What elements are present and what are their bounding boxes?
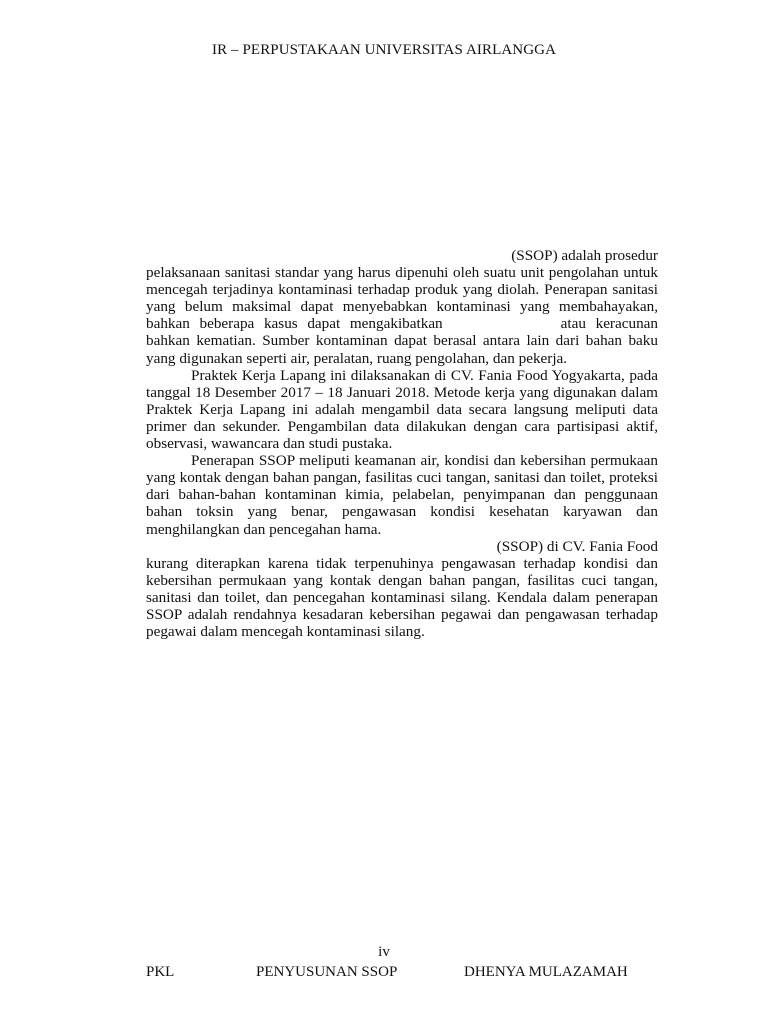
footer-left: PKL bbox=[146, 964, 175, 980]
paragraph-1-continued: atau keracunan bahkan kematian. Sumber kontaminan dapat berasal antara lain dari bahan baku yang digunakan seperti air, peralatan, ruang pengolahan, dan pekerja. bbox=[146, 315, 658, 367]
paragraph-4-first-line: (SSOP) di CV. Fania Food bbox=[496, 537, 658, 555]
paragraph-1 bbox=[146, 264, 658, 367]
paragraph-1-text: pelaksanaan sanitasi standar yang harus dipenuhi oleh suatu unit pengolahan untuk mencegah terjadinya kontaminasi terhadap produk yang diolah. Penerapan sanitasi yang belum maksimal dapat menyebabkan kontaminasi yang membahayakan, bahkan beberapa kasus dapat mengakibatkan bbox=[146, 264, 658, 333]
page-number: iv bbox=[378, 944, 390, 960]
footer-middle: PENYUSUNAN SSOP bbox=[256, 964, 398, 980]
paragraph-2: Praktek Kerja Lapang ini dilaksanakan di CV. Fania Food Yogyakarta, pada tanggal 18 Desember 2017 – 18 Januari 2018. Metode kerja yang digunakan dalam Praktek Kerja Lapang ini adalah mengambil data secara langsung meliputi data primer dan sekunder. Pengambilan data dilakukan dengan cara partisipasi aktif, observasi, wawancara dan studi pustaka. bbox=[146, 366, 658, 453]
paragraph-3: Penerapan SSOP meliputi keamanan air, kondisi dan kebersihan permukaan yang kontak dengan bahan pangan, fasilitas cuci tangan, sanitasi dan toilet, proteksi dari bahan-bahan kontaminan kimia, pelabelan, penyimpanan dan penggunaan bahan toksin yang benar, pengawasan kondisi kesehatan karyawan dan menghilangkan dan pencegahan hama. bbox=[146, 452, 658, 538]
footer-right: DHENYA MULAZAMAH bbox=[464, 964, 628, 980]
document-header: IR – PERPUSTAKAAN UNIVERSITAS AIRLANGGA bbox=[211, 42, 556, 58]
paragraph-4: kurang diterapkan karena tidak terpenuhinya pengawasan terhadap kondisi dan kebersihan permukaan yang kontak dengan bahan pangan, fasilitas cuci tangan, sanitasi dan toilet, dan pencegahan kontaminasi silang. Kendala dalam penerapan SSOP adalah rendahnya kesadaran kebersihan pegawai dan pengawasan terhadap pegawai dalam mencegah kontaminasi silang. bbox=[146, 554, 658, 641]
paragraph-1-first-line: (SSOP) adalah prosedur bbox=[511, 247, 658, 264]
document-footer bbox=[146, 964, 636, 984]
abstract-body bbox=[146, 247, 658, 640]
